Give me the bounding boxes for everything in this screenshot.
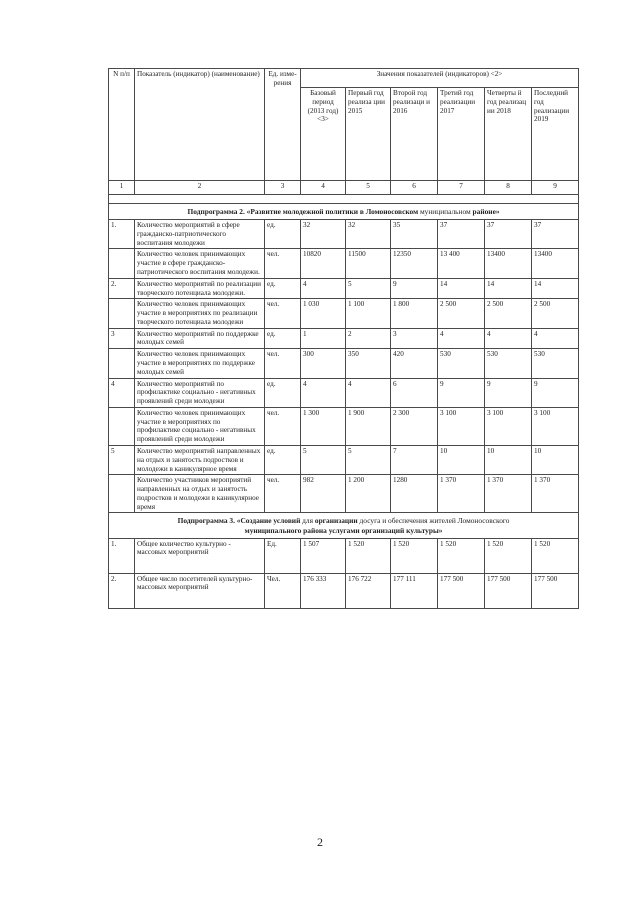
value-cell: 5 (346, 446, 391, 475)
value-cell: 1 300 (301, 407, 346, 445)
value-cell: 5 (346, 278, 391, 299)
value-cell: 12350 (391, 249, 438, 278)
row-number (109, 349, 135, 378)
value-cell: 1 (301, 328, 346, 349)
indicator-name: Количество человек принимающих участие в мероприятиях по профилактике социально - негативных проявлений среди молодежи (135, 407, 265, 445)
value-cell: 177 500 (438, 573, 485, 608)
value-cell: 4 (346, 378, 391, 407)
subprogram3-title-normal-1: для (300, 516, 315, 526)
value-cell: 2 500 (438, 299, 485, 328)
value-cell: 10820 (301, 249, 346, 278)
row-number (109, 407, 135, 445)
column-number: 5 (346, 181, 391, 195)
column-number: 3 (265, 181, 301, 195)
value-cell: 350 (346, 349, 391, 378)
unit-cell: чел. (265, 249, 301, 278)
value-cell: 14 (485, 278, 532, 299)
header-year: Четверты й год реализац ии 2018 (485, 88, 532, 181)
value-cell: 420 (391, 349, 438, 378)
row-number (109, 299, 135, 328)
value-cell: 4 (485, 328, 532, 349)
table-row (109, 278, 579, 299)
value-cell: 4 (532, 328, 579, 349)
value-cell: 10 (532, 446, 579, 475)
value-cell: 14 (532, 278, 579, 299)
value-cell: 6 (391, 378, 438, 407)
table-row (109, 378, 579, 407)
value-cell: 5 (301, 446, 346, 475)
value-cell: 177 500 (485, 573, 532, 608)
unit-cell: ед. (265, 446, 301, 475)
table-row (109, 475, 579, 513)
header-unit: Ед. изме- рения (265, 69, 301, 181)
unit-cell: чел. (265, 475, 301, 513)
value-cell: 9 (391, 278, 438, 299)
indicator-name: Количество мероприятий по поддержке молодых семей (135, 328, 265, 349)
subprogram2-rows (109, 220, 579, 513)
unit-cell: чел. (265, 299, 301, 328)
value-cell: 32 (301, 220, 346, 249)
column-number: 7 (438, 181, 485, 195)
value-cell: 2 (346, 328, 391, 349)
subprogram3-title-normal-2: досуга и обеспечения жителей Ломоносовского (357, 516, 510, 526)
value-cell: 982 (301, 475, 346, 513)
value-cell: 1 900 (346, 407, 391, 445)
value-cell: 37 (485, 220, 532, 249)
indicator-name: Количество человек принимающих участие в сфере гражданско-патриотического воспитания молодежи. (135, 249, 265, 278)
header-n: N п/п (109, 69, 135, 181)
table-row (109, 349, 579, 378)
column-number: 1 (109, 181, 135, 195)
column-number: 9 (532, 181, 579, 195)
column-number: 4 (301, 181, 346, 195)
value-cell: 7 (391, 446, 438, 475)
value-cell: 4 (301, 278, 346, 299)
value-cell: 10 (485, 446, 532, 475)
column-number: 6 (391, 181, 438, 195)
value-cell: 1 370 (438, 475, 485, 513)
value-cell: 1 520 (532, 538, 579, 573)
indicator-name: Количество мероприятий в сфере гражданско-патриотического воспитания молодежи (135, 220, 265, 249)
unit-cell: Ед. (265, 538, 301, 573)
value-cell: 13400 (532, 249, 579, 278)
value-cell: 11500 (346, 249, 391, 278)
page-number: 2 (317, 835, 323, 849)
separator-row (109, 195, 579, 204)
unit-cell: ед. (265, 328, 301, 349)
value-cell: 3 100 (532, 407, 579, 445)
value-cell: 176 333 (301, 573, 346, 608)
value-cell: 300 (301, 349, 346, 378)
indicator-name: Общее количество культурно - массовых мероприятий (135, 538, 265, 573)
subprogram2-title-bold-end: районе» (472, 207, 500, 216)
subprogram2-title (109, 204, 579, 220)
column-number: 2 (135, 181, 265, 195)
table-row (109, 249, 579, 278)
indicator-name: Количество человек принимающих участие в мероприятиях по реализации творческого потенциала молодежи (135, 299, 265, 328)
row-number: 1. (109, 220, 135, 249)
value-cell: 14 (438, 278, 485, 299)
table-row (109, 299, 579, 328)
value-cell: 4 (438, 328, 485, 349)
row-number (109, 249, 135, 278)
value-cell: 1 800 (391, 299, 438, 328)
subprogram3-title (109, 513, 579, 538)
value-cell: 1 520 (438, 538, 485, 573)
value-cell: 13 400 (438, 249, 485, 278)
value-cell: 1 030 (301, 299, 346, 328)
table-row (109, 446, 579, 475)
row-number: 1. (109, 538, 135, 573)
table-row (109, 407, 579, 445)
row-number: 3 (109, 328, 135, 349)
value-cell: 37 (532, 220, 579, 249)
value-cell: 1 200 (346, 475, 391, 513)
value-cell: 1280 (391, 475, 438, 513)
value-cell: 530 (532, 349, 579, 378)
value-cell: 3 100 (485, 407, 532, 445)
value-cell: 1 520 (346, 538, 391, 573)
table-row (109, 538, 579, 573)
indicators-table (108, 68, 579, 609)
value-cell: 3 (391, 328, 438, 349)
row-number: 4 (109, 378, 135, 407)
unit-cell: чел. (265, 349, 301, 378)
subprogram3-rows (109, 538, 579, 608)
header-values-group: Значения показателей (индикаторов) <2> (301, 69, 579, 88)
row-number (109, 475, 135, 513)
header-indicator: Показатель (индикатор) (наименование) (135, 69, 265, 181)
subprogram3-title-bold-3: муниципального района услугами организаций культуры» (244, 525, 443, 535)
value-cell: 1 520 (485, 538, 532, 573)
value-cell: 9 (438, 378, 485, 407)
unit-cell: ед. (265, 220, 301, 249)
value-cell: 2 500 (485, 299, 532, 328)
row-number: 2. (109, 573, 135, 608)
value-cell: 176 722 (346, 573, 391, 608)
unit-cell: ед. (265, 278, 301, 299)
unit-cell: Чел. (265, 573, 301, 608)
value-cell: 32 (346, 220, 391, 249)
value-cell: 9 (485, 378, 532, 407)
subprogram2-title-normal: муниципальном (418, 207, 473, 216)
unit-cell: ед. (265, 378, 301, 407)
value-cell: 10 (438, 446, 485, 475)
header-year: Базовый период (2013 год) <3> (301, 88, 346, 181)
value-cell: 1 520 (391, 538, 438, 573)
value-cell: 2 500 (532, 299, 579, 328)
header-year: Второй год реализаци и 2016 (391, 88, 438, 181)
value-cell: 1 370 (532, 475, 579, 513)
column-number: 8 (485, 181, 532, 195)
value-cell: 4 (301, 378, 346, 407)
subprogram2-title-bold: Подпрограмма 2. «Развитие молодежной политики в Ломоносовском (187, 207, 419, 216)
header-year: Первый год реализа ции 2015 (346, 88, 391, 181)
row-number: 5 (109, 446, 135, 475)
subprogram3-title-bold-2: организации (314, 516, 358, 526)
indicator-name: Количество мероприятий по реализации творческого потенциала молодежи. (135, 278, 265, 299)
unit-cell: чел. (265, 407, 301, 445)
indicator-name: Количество участников мероприятий направленных на отдых и занятость подростков и молодежи в каникулярное время (135, 475, 265, 513)
header-year: Последний год реализации 2019 (532, 88, 579, 181)
row-number: 2. (109, 278, 135, 299)
value-cell: 13400 (485, 249, 532, 278)
value-cell: 177 111 (391, 573, 438, 608)
subprogram3-title-bold-1: Подпрограмма 3. «Создание условий (177, 516, 301, 526)
table-row (109, 328, 579, 349)
header-year: Третий год реализации 2017 (438, 88, 485, 181)
value-cell: 35 (391, 220, 438, 249)
value-cell: 177 500 (532, 573, 579, 608)
indicator-name: Количество мероприятий по профилактике социально - негативных проявлений среди молодежи (135, 378, 265, 407)
value-cell: 9 (532, 378, 579, 407)
table-row (109, 573, 579, 608)
value-cell: 3 100 (438, 407, 485, 445)
indicator-name: Количество человек принимающих участие в мероприятиях по поддержке молодых семей (135, 349, 265, 378)
table-row (109, 220, 579, 249)
value-cell: 1 507 (301, 538, 346, 573)
value-cell: 2 300 (391, 407, 438, 445)
indicator-name: Количество мероприятий направленных на отдых и занятость подростков и молодежи в каникулярное время (135, 446, 265, 475)
value-cell: 1 370 (485, 475, 532, 513)
value-cell: 37 (438, 220, 485, 249)
value-cell: 1 100 (346, 299, 391, 328)
value-cell: 530 (438, 349, 485, 378)
value-cell: 530 (485, 349, 532, 378)
indicator-name: Общее число посетителей культурно-массовых мероприятий (135, 573, 265, 608)
